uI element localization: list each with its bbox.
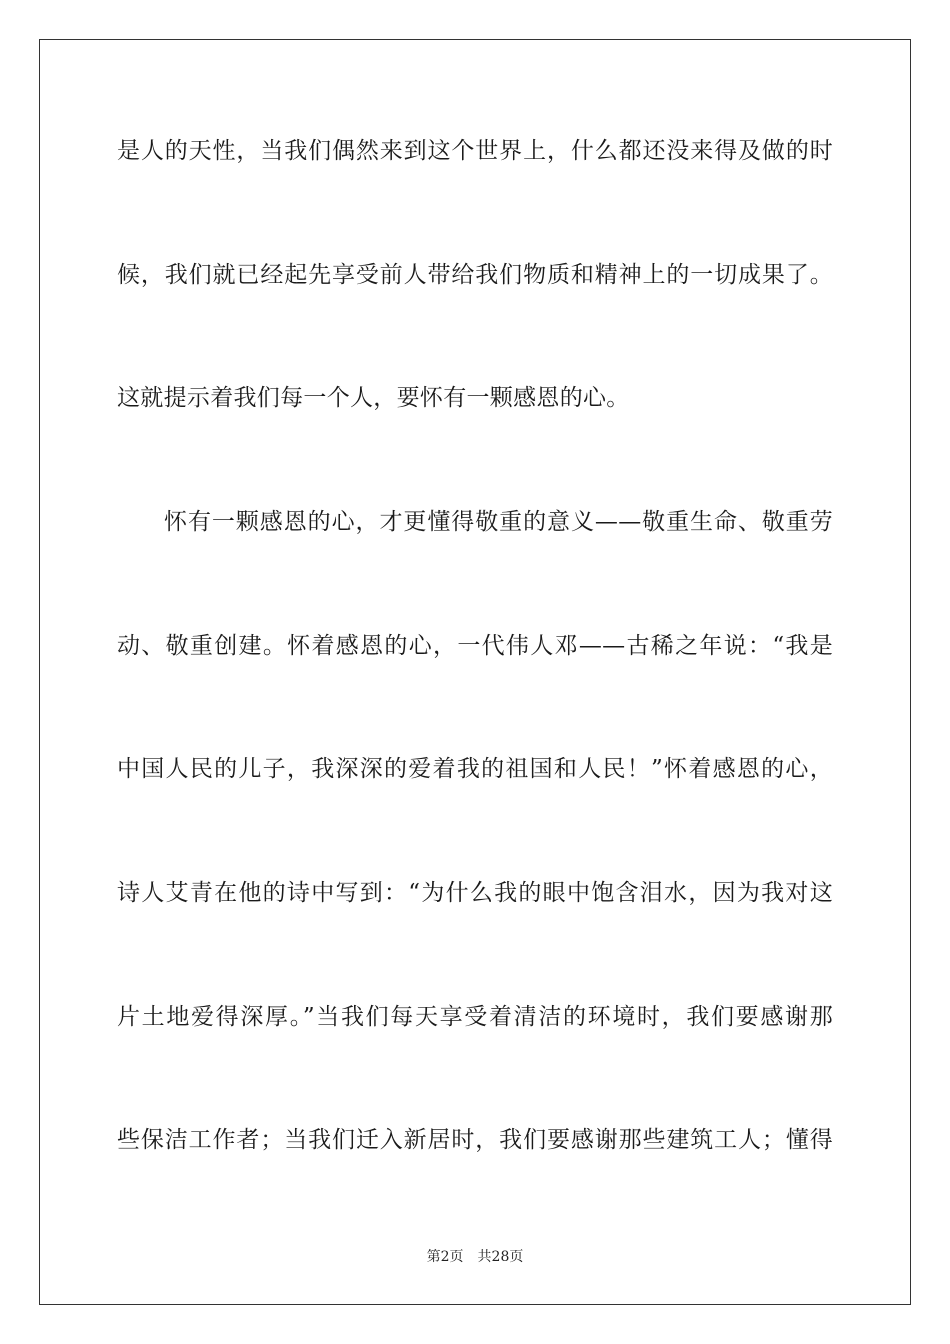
body-text-line: 动、敬重创建。怀着感恩的心，一代伟人邓——古稀之年说：“我是 [117,633,833,659]
body-text-line: 片土地爱得深厚。”当我们每天享受着清洁的环境时，我们要感谢那 [117,1004,833,1030]
page-total: 共28页 [477,1249,524,1265]
page-footer [0,1248,950,1266]
body-text-line: 中国人民的儿子，我深深的爱着我的祖国和人民！”怀着感恩的心， [117,756,833,782]
body-text-line: 诗人艾青在他的诗中写到：“为什么我的眼中饱含泪水，因为我对这 [117,880,833,906]
body-text-line: 候，我们就已经起先享受前人带给我们物质和精神上的一切成果了。 [117,262,833,288]
body-text-line: 些保洁工作者；当我们迁入新居时，我们要感谢那些建筑工人；懂得 [117,1127,833,1153]
page-number: 第2页 [426,1249,464,1265]
body-text-line: 这就提示着我们每一个人，要怀有一颗感恩的心。 [117,385,630,411]
body-text-line: 是人的天性，当我们偶然来到这个世界上，什么都还没来得及做的时 [117,138,833,164]
body-text-line-indented: 怀有一颗感恩的心，才更懂得敬重的意义——敬重生命、敬重劳 [164,509,833,535]
page-border [39,39,911,1305]
